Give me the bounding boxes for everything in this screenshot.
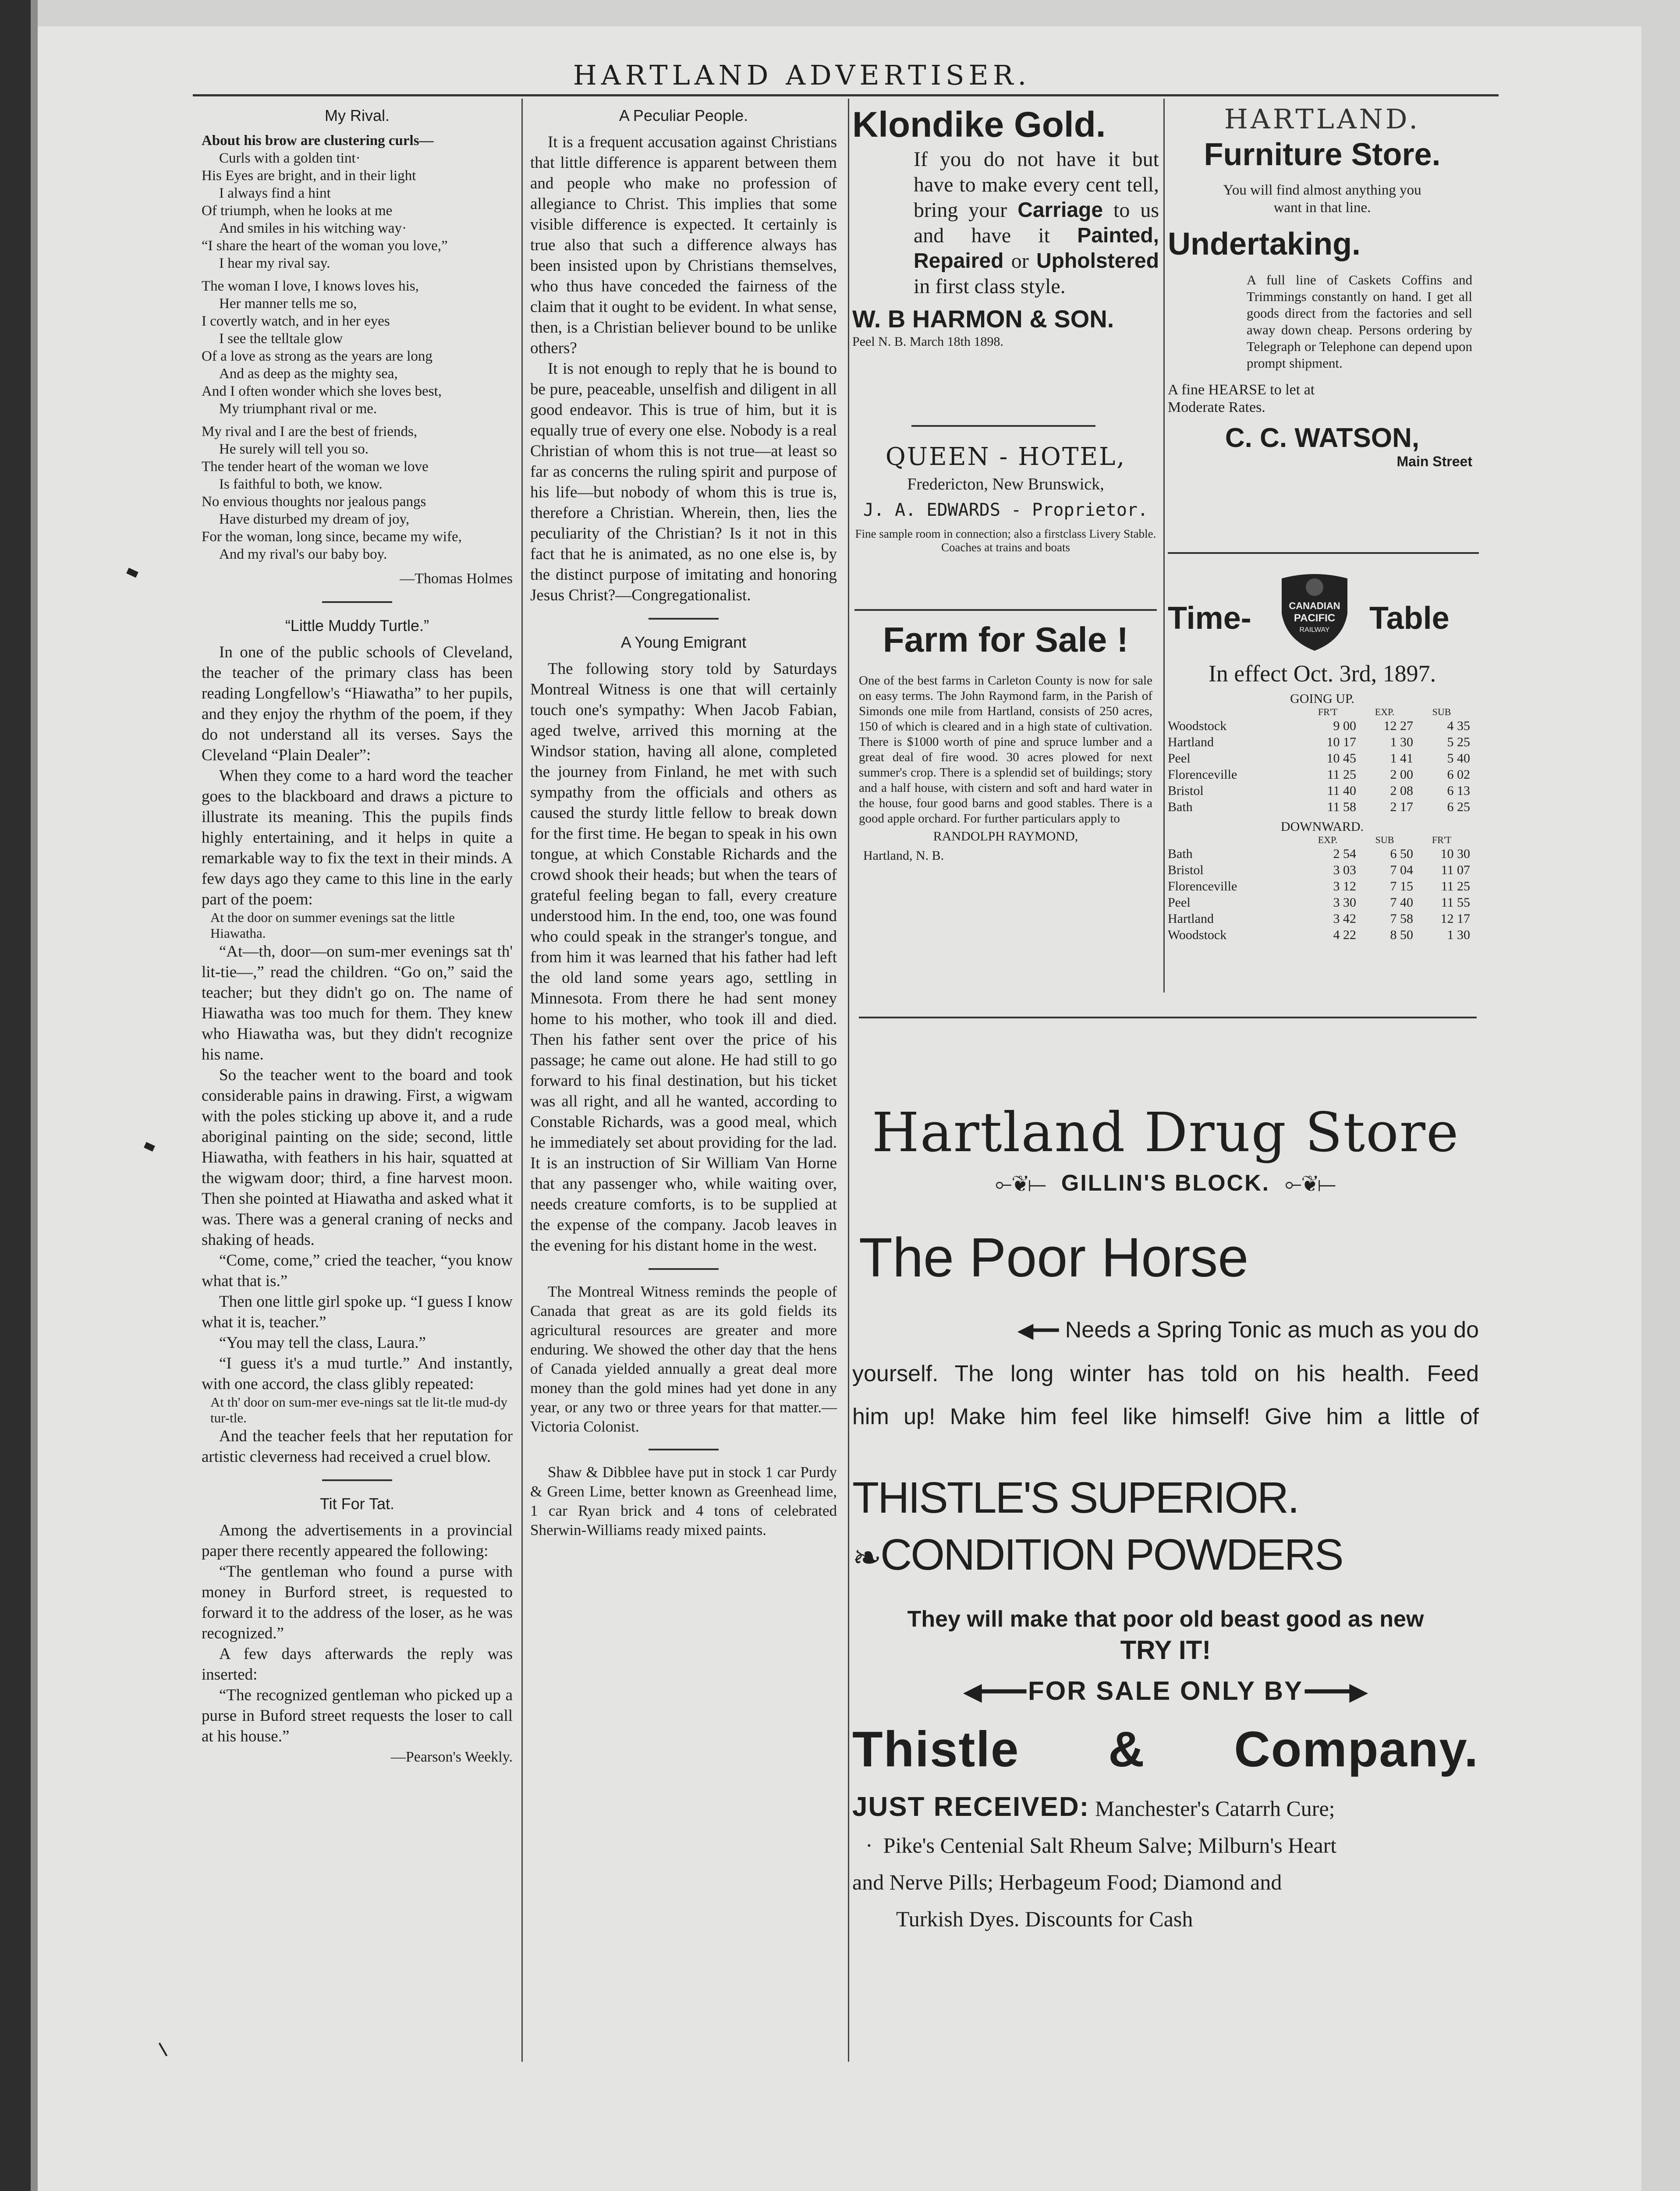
time: 11 40 — [1327, 784, 1356, 798]
time: 6 02 — [1447, 767, 1470, 782]
table-row — [1168, 894, 1477, 911]
pointing-flourish-icon: ◀━━ — [1017, 1319, 1059, 1342]
tit-title: Tit For Tat. — [319, 1495, 395, 1513]
drug-received-text: Manchester's Catarrh Cure; — [1095, 1796, 1335, 1821]
down-columns — [1168, 834, 1477, 846]
poem-line: My triumphant rival or me. — [219, 401, 377, 417]
time: 3 42 — [1333, 911, 1356, 926]
time: 5 40 — [1447, 751, 1470, 766]
paragraph: “Come, come,” cried the teacher, “you know what that is.” — [202, 1251, 513, 1290]
timetable-title-left: Time- — [1168, 601, 1251, 636]
station: Woodstock — [1168, 928, 1227, 942]
time: 4 22 — [1333, 928, 1356, 942]
poem-line: Is faithful to both, we know. — [219, 476, 383, 492]
time: 11 07 — [1441, 863, 1470, 877]
poem-line: Of a love as strong as the years are long — [202, 348, 432, 364]
poem-line: And I often wonder which she loves best, — [202, 383, 442, 399]
paragraph: And the teacher feels that her reputation for artistic cleverness had received a cruel blow. — [202, 1427, 513, 1466]
time: 10 30 — [1440, 847, 1470, 861]
hotel-note: Fine sample room in connection; also a firstclass Livery Stable. Coaches at trains and boats — [855, 527, 1156, 554]
time: 7 04 — [1390, 863, 1413, 877]
poem-line: Her manner tells me so, — [219, 296, 357, 312]
paragraph: “You may tell the class, Laura.” — [219, 1334, 426, 1352]
farm-title: Farm for Sale ! — [883, 620, 1129, 659]
klondike-text: in first class style. — [914, 275, 1066, 298]
drug-received-3: and Nerve Pills; Herbageum Food; Diamond and — [852, 1870, 1282, 1894]
drug-try: TRY IT! — [1120, 1635, 1211, 1665]
column-header: SUB — [1375, 834, 1394, 845]
time: 11 25 — [1441, 879, 1470, 893]
paragraph: “The recognized gentleman who picked up a purse in Buford street requests the loser to call at his house.” — [202, 1686, 513, 1745]
paragraph: Then one little girl spoke up. “I guess I know what it is, teacher.” — [202, 1293, 513, 1331]
hearse-line: A fine HEARSE to let at Moderate Rates. — [1168, 382, 1315, 415]
flourish-right-icon: ━━━▶ — [1305, 1678, 1368, 1705]
divider — [854, 609, 1157, 611]
up-label: GOING UP. — [1290, 691, 1354, 706]
paragraph: Shaw & Dibblee have put in stock 1 car Purdy & Green Lime, better known as Greenhead lime, 1 car Ryan brick and 4 tons of celebrated Sherwin-Williams ready mixed paints. — [530, 1464, 837, 1539]
poem-line: Curls with a golden tint· — [219, 150, 361, 166]
column-header: EXP. — [1318, 834, 1338, 845]
rival-author: —Thomas Holmes — [400, 571, 513, 587]
table-row — [1168, 718, 1477, 734]
furniture-town: HARTLAND. — [1224, 103, 1421, 135]
table-row — [1168, 846, 1477, 862]
paragraph: In one of the public schools of Cleveland, the teacher of the primary class has been reading Longfellow's “Hiawatha” to her pupils, and they enjoy the rhythm of the poem, if they do not understand all its verses. Says the Cleveland “Plain Dealer”: — [202, 643, 513, 764]
paragraph: The following story told by Saturdays Montreal Witness is one that will certainly touch one's sympathy: When Jacob Fabian, aged twelve, arrived this morning at the Windsor station, having all alone, completed the journey from Finland, he met with such sympathy from the officials and others as caused the sturdy little fellow to break down for the first time. He began to speak in his own tongue, at which Constable Richards and the crowd shook their heads; but when the tears of grateful feeling began to fall, every creature understood him. In the end, too, one was found who could speak in the stranger's tongue, and from him it was learned that his father had left the old land some years ago, settling in Minnesota. From there he had sent money home to his mother, who took ill and died. Then his father sent over the price of his passage; he came out alone. He had still to go forward to his final destination, but his ticket was all right, and all he wanted, according to Constable Richards, was a good meal, which he immediately set about providing for the lad. It is an instruction of Sir William Van Horne that any passenger who, while waiting over, needs creature comforts, is to be supplied at the expense of the company. Jacob leaves in the evening for his distant home in the west. — [530, 660, 837, 1255]
scan-edge — [0, 0, 31, 2191]
logo-line: CANADIAN — [1289, 600, 1340, 611]
rival-stanza-1 — [202, 132, 513, 272]
farm-ad — [854, 618, 1157, 863]
divider — [1168, 552, 1479, 554]
furniture-title: Furniture Store. — [1204, 137, 1441, 172]
paragraph: “The gentleman who found a purse with money in Burford street, is requested to forward it to the address of the loser, as he was recognized.” — [202, 1563, 513, 1642]
ornament-left-icon: ⟜❦⟝ — [995, 1172, 1046, 1195]
time: 3 03 — [1333, 863, 1356, 877]
column-rule-1 — [521, 99, 523, 2062]
cpr-shield-logo — [1273, 570, 1356, 653]
drug-block-row — [852, 1170, 1479, 1196]
paragraph: The Montreal Witness reminds the people of Canada that great as are its gold fields its agricultural resources are greater and more enduring. We showed the other day that the hens of Canada yielded annually a great deal more money than the gold mines had yet done in any year, or any two or three years for that matter.—Victoria Colonist. — [530, 1283, 837, 1435]
drug-received-2 — [852, 1830, 1479, 1861]
drug-product-1: THISTLE'S SUPERIOR. — [852, 1473, 1298, 1522]
table-row — [1168, 911, 1477, 927]
column-header: FR'T — [1432, 834, 1452, 845]
time: 1 30 — [1447, 928, 1470, 942]
table-row — [1168, 734, 1477, 750]
column-rule-2 — [848, 99, 849, 2062]
station: Hartland — [1168, 735, 1214, 749]
poem-line: The woman I love, I knows loves his, — [202, 278, 419, 294]
poem-line: His Eyes are bright, and in their light — [202, 168, 416, 184]
time: 8 50 — [1390, 928, 1413, 942]
turtle-title: “Little Muddy Turtle.” — [285, 617, 429, 635]
klondike-body — [852, 147, 1159, 299]
column-header: SUB — [1432, 706, 1451, 717]
furniture-street: Main Street — [1396, 454, 1472, 469]
poem-line: I covertly watch, and in her eyes — [202, 313, 390, 329]
time: 2 54 — [1333, 847, 1356, 861]
column-header: EXP. — [1375, 706, 1395, 717]
station: Peel — [1168, 751, 1191, 766]
poem-line: “I share the heart of the woman you love,” — [202, 238, 448, 254]
klondike-text: to us and have it — [914, 199, 1159, 247]
poem-line: I hear my rival say. — [219, 255, 330, 271]
timetable-ad — [1168, 565, 1477, 943]
poem-line: Have disturbed my dream of joy, — [219, 511, 410, 527]
time: 1 30 — [1390, 735, 1413, 749]
drug-received-1 — [852, 1792, 1479, 1824]
paragraph: It is a frequent accusation against Christians that little difference is apparent between them and people who make no profession of allegiance to Christ. This implies that some visible difference is expected. It certainly is true also that such a difference always has been insisted upon by Christians themselves, who thus have conceded the fairness of the claim that it ought to be evident. In what sense, then, is a Christian believer bound to be unlike others? — [530, 133, 837, 357]
hotel-proprietor: J. A. EDWARDS - Proprietor. — [863, 500, 1148, 520]
poem-line: For the woman, long since, became my wife, — [202, 529, 462, 545]
separator — [649, 618, 719, 620]
rival-title: My Rival. — [324, 106, 390, 124]
paragraph: It is not enough to reply that he is bound to be pure, peaceable, unselfish and diligent in all good endeavor. This is true of him, but it is equally true of every one else. Nobody is a real Christian of whom this is not true—at least so far as concerns the ruling spirit and purpose of his life—but nobody of whom this is true is, therefore a Christian. Wherein, then, lies the peculiarity of the Christian? Is it not in this fact that he is animated, as no one else is, by the distinct purpose of imitating and honoring Jesus Christ?—Congregationalist. — [530, 360, 837, 604]
timetable-effect: In effect Oct. 3rd, 1897. — [1208, 660, 1436, 687]
time: 12 27 — [1383, 719, 1413, 733]
drug-line-text: Needs a Spring Tonic as much as you do — [1065, 1317, 1479, 1343]
drug-store-ad — [852, 1100, 1479, 1934]
table-row — [1168, 927, 1477, 943]
drug-title: Hartland Drug Store — [872, 1101, 1460, 1164]
drug-received-4: Turkish Dyes. Discounts for Cash — [896, 1907, 1193, 1931]
undertaking-body: A full line of Caskets Coffins and Trimmings constantly on hand. I get all goods direct from the factories and sell away down cheap. Persons ordering by Telegraph or Telephone can depend upon prompt shipment. — [1247, 272, 1472, 371]
rival-stanza-2 — [202, 277, 513, 418]
time: 6 50 — [1390, 847, 1413, 861]
bullet-icon: · — [865, 1833, 873, 1858]
separator — [322, 601, 392, 603]
poem-line: No envious thoughts nor jealous pangs — [202, 494, 426, 510]
paragraph: Among the advertisements in a provincial paper there recently appeared the following: — [202, 1521, 513, 1560]
klondike-word: Upholstered — [1036, 249, 1159, 273]
furniture-blurb: You will find almost anything you want in that line. — [1223, 182, 1421, 216]
table-row — [1168, 878, 1477, 894]
time: 6 25 — [1447, 800, 1470, 814]
poem-line: And smiles in his witching way· — [219, 220, 407, 236]
table-row — [1168, 799, 1477, 815]
table-row — [1168, 862, 1477, 878]
masthead: HARTLAND ADVERTISER. — [573, 59, 1031, 91]
time: 1 41 — [1390, 751, 1413, 766]
drug-line-3: him up! Make him feel like himself! Give him a little of — [852, 1404, 1479, 1429]
table-row — [1168, 783, 1477, 799]
separator — [649, 1268, 719, 1270]
poem-line: I always find a hint — [219, 185, 331, 201]
time: 12 17 — [1440, 911, 1470, 926]
time: 2 17 — [1390, 800, 1413, 814]
station: Bristol — [1168, 784, 1204, 798]
station: Bath — [1168, 847, 1193, 861]
drug-line-1 — [852, 1315, 1479, 1346]
drug-block: GILLIN'S BLOCK. — [1061, 1170, 1270, 1196]
column-1 — [202, 105, 513, 1772]
time: 4 35 — [1447, 719, 1470, 733]
hotel-name: QUEEN - HOTEL, — [885, 443, 1126, 471]
scan-edge-inner — [31, 0, 38, 2191]
undertaking-title: Undertaking. — [1168, 227, 1361, 262]
quote: At the door on summer evenings sat the little Hiawatha. — [210, 910, 455, 941]
drug-company: Thistle & Company. — [852, 1722, 1479, 1777]
klondike-text: or — [1011, 249, 1029, 273]
paragraph: A few days afterwards the reply was inserted: — [202, 1645, 513, 1684]
time: 11 25 — [1327, 767, 1356, 782]
drug-received-text: Pike's Centenial Salt Rheum Salve; Milburn's Heart — [883, 1833, 1337, 1858]
drug-sale-row — [852, 1676, 1479, 1706]
poem-line: The tender heart of the woman we love — [202, 459, 429, 475]
station: Peel — [1168, 895, 1191, 910]
masthead-rule — [193, 94, 1499, 96]
peculiar-title: A Peculiar People. — [619, 106, 748, 124]
station: Hartland — [1168, 911, 1214, 926]
down-label: DOWNWARD. — [1280, 819, 1364, 834]
time: 7 15 — [1390, 879, 1413, 893]
tit-source: —Pearson's Weekly. — [390, 1749, 513, 1765]
time: 11 55 — [1441, 895, 1470, 910]
logo-line: RAILWAY — [1299, 626, 1330, 634]
time: 7 40 — [1390, 895, 1413, 910]
time: 2 08 — [1390, 784, 1413, 798]
paragraph: “At—th, door—on sum-mer evenings sat th' lit-tie—,” read the children. “Go on,” said the teacher; but they didn't go on. The name of Hiawatha was too much for them. They knew who Hiawatha was, but they didn't recognize his name. — [202, 943, 513, 1064]
time: 9 00 — [1333, 719, 1356, 733]
time: 11 58 — [1327, 800, 1356, 814]
logo-line: PACIFIC — [1294, 612, 1336, 624]
time: 6 13 — [1447, 784, 1470, 798]
column-2 — [530, 105, 837, 1540]
divider — [859, 1017, 1477, 1018]
drug-received-label: JUST RECEIVED: — [852, 1792, 1090, 1822]
klondike-title: Klondike Gold. — [852, 105, 1106, 145]
drug-product-2: CONDITION POWDERS — [880, 1530, 1343, 1579]
queen-hotel-ad — [852, 443, 1159, 554]
column-header: FR'T — [1318, 706, 1338, 717]
timetable-header — [1168, 565, 1477, 653]
poem-line: Of triumph, when he looks at me — [202, 203, 393, 219]
drug-claim: They will make that poor old beast good as new — [907, 1606, 1424, 1632]
station: Bristol — [1168, 863, 1204, 877]
divider — [911, 425, 1095, 427]
drug-product-2-row — [852, 1528, 1479, 1584]
poem-line: My rival and I are the best of friends, — [202, 424, 418, 440]
time: 10 45 — [1326, 751, 1356, 766]
emigrant-title: A Young Emigrant — [620, 633, 747, 651]
ornament-right-icon: ⟜❦⟝ — [1285, 1172, 1336, 1195]
poem-line: And as deep as the mighty sea, — [219, 366, 398, 382]
hotel-city: Fredericton, New Brunswick, — [907, 475, 1104, 493]
down-rows — [1168, 846, 1477, 943]
klondike-firm: W. B HARMON & SON. — [852, 305, 1114, 333]
time: 7 58 — [1390, 911, 1413, 926]
column-rule-3 — [1163, 99, 1165, 993]
timetable-title-right: Table — [1369, 601, 1450, 636]
klondike-ad — [852, 103, 1159, 349]
klondike-word: Carriage — [1017, 199, 1103, 222]
station: Bath — [1168, 800, 1193, 814]
up-rows — [1168, 718, 1477, 815]
drug-headline: The Poor Horse — [859, 1227, 1249, 1288]
farm-contact: RANDOLPH RAYMOND, — [933, 829, 1078, 844]
poem-line: He surely will tell you so. — [219, 441, 369, 457]
poem-line: About his brow are clustering curls— — [202, 133, 434, 149]
klondike-word: Painted, Repaired — [914, 224, 1159, 273]
up-columns — [1168, 706, 1477, 718]
farm-body: One of the best farms in Carleton County is now for sale on easy terms. The John Raymond farm, in the Parish of Simonds one mile from Hartland, consists of 250 acres, 150 of which is cleared and in a high state of cultivation. There is $1000 worth of pine and spruce lumber and a great deal of fire wood. 30 acres plowed for next summer's crop. There is a splendid set of buildings; story and a half house, with cistern and soft and hard water in the house, four good barns and good stables. There is a good apple orchard. For further particulars apply to — [859, 674, 1152, 826]
station: Florenceville — [1168, 879, 1237, 893]
flourish-left-icon: ◀━━━ — [963, 1678, 1026, 1705]
time: 3 12 — [1333, 879, 1356, 893]
station: Florenceville — [1168, 767, 1237, 782]
farm-place: Hartland, N. B. — [863, 848, 944, 863]
poem-line: I see the telltale glow — [219, 331, 343, 347]
curl-flourish-icon: ❧ — [852, 1538, 881, 1577]
time: 10 17 — [1326, 735, 1356, 749]
time: 3 30 — [1333, 895, 1356, 910]
paragraph: So the teacher went to the board and took considerable pains in drawing. First, a wigwam with the poles sticking up above it, and a rude aboriginal painting on the side; second, little Hiawatha, with feathers in his hair, squatted at the wigwam door; third, a fine harvest moon. Then she pointed at Hiawatha and asked what it was. There was a general craning of necks and shaking of heads. — [202, 1066, 513, 1249]
rival-stanza-3 — [202, 423, 513, 563]
separator — [649, 1449, 719, 1450]
klondike-dateline: Peel N. B. March 18th 1898. — [852, 334, 1003, 349]
furniture-ad — [1168, 103, 1477, 470]
drug-sale: FOR SALE ONLY BY — [1028, 1676, 1304, 1705]
time: 2 00 — [1390, 767, 1413, 782]
table-row — [1168, 750, 1477, 766]
paragraph: When they come to a hard word the teacher goes to the blackboard and draws a picture to illustrate its meaning. This the pupils finds highly entertaining, and it helps in quite a remarkable way to fix the text in their minds. A few days ago they came to this line in the early part of the poem: — [202, 767, 513, 908]
separator — [322, 1479, 392, 1481]
beaver-icon — [1306, 578, 1323, 596]
drug-line-2: yourself. The long winter has told on his health. Feed — [852, 1361, 1479, 1386]
furniture-owner: C. C. WATSON, — [1225, 423, 1420, 453]
paragraph: “I guess it's a mud turtle.” And instantly, with one accord, the class glibly repeated: — [202, 1354, 513, 1393]
station: Woodstock — [1168, 719, 1227, 733]
klondike-text: If you do not have it but have to make every cent tell, bring your — [914, 148, 1159, 222]
poem-line: And my rival's our baby boy. — [219, 546, 387, 562]
table-row — [1168, 766, 1477, 783]
time: 5 25 — [1447, 735, 1470, 749]
rival-poem — [202, 132, 513, 563]
quote: At th' door on sum-mer eve-nings sat tle lit-tle mud-dy tur-tle. — [210, 1394, 507, 1425]
